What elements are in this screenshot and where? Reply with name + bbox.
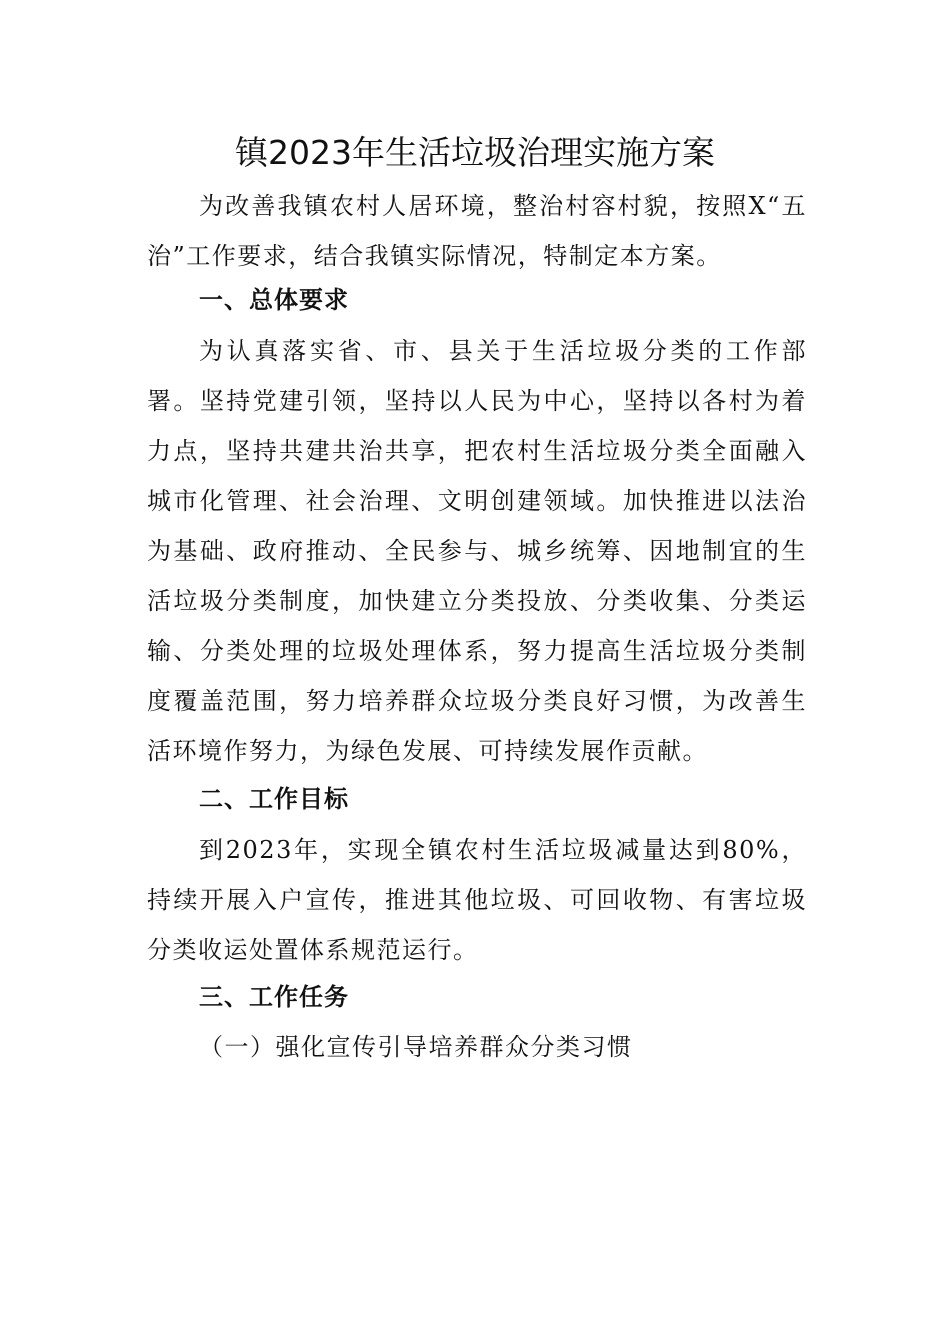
section-heading-work-goals: 二、工作目标 (199, 785, 349, 813)
section-heading-work-tasks: 三、工作任务 (199, 983, 349, 1011)
section-heading-overall-requirements: 一、总体要求 (199, 286, 349, 314)
section-paragraph-overall-requirements: 为认真落实省、市、县关于生活垃圾分类的工作部署。坚持党建引领，坚持以人民为中心，坚持以各村为着力点，坚持共建共治共享，把农村生活垃圾分类全面融入城市化管理、社会治理、文明创建领域。加快推进以法治为基础、政府推动、全民参与、城乡统筹、因地制宜的生活垃圾分类制度，加快建立分类投放、分类收集、分类运输、分类处理的垃圾处理体系，努力提高生活垃圾分类制度覆盖范围，努力培养群众垃圾分类良好习惯，为改善生活环境作努力，为绿色发展、可持续发展作贡献。 (147, 337, 807, 765)
subsection-heading-publicity: （一）强化宣传引导培养群众分类习惯 (199, 1033, 633, 1061)
page-title: 镇2023年生活垃圾治理实施方案 (235, 133, 715, 172)
intro-paragraph: 为改善我镇农村人居环境，整治村容村貌，按照X“五治”工作要求，结合我镇实际情况，特制定本方案。 (147, 192, 807, 270)
section-paragraph-work-goals: 到2023年，实现全镇农村生活垃圾减量达到80%，持续开展入户宣传，推进其他垃圾、可回收物、有害垃圾分类收运处置体系规范运行。 (147, 836, 807, 964)
